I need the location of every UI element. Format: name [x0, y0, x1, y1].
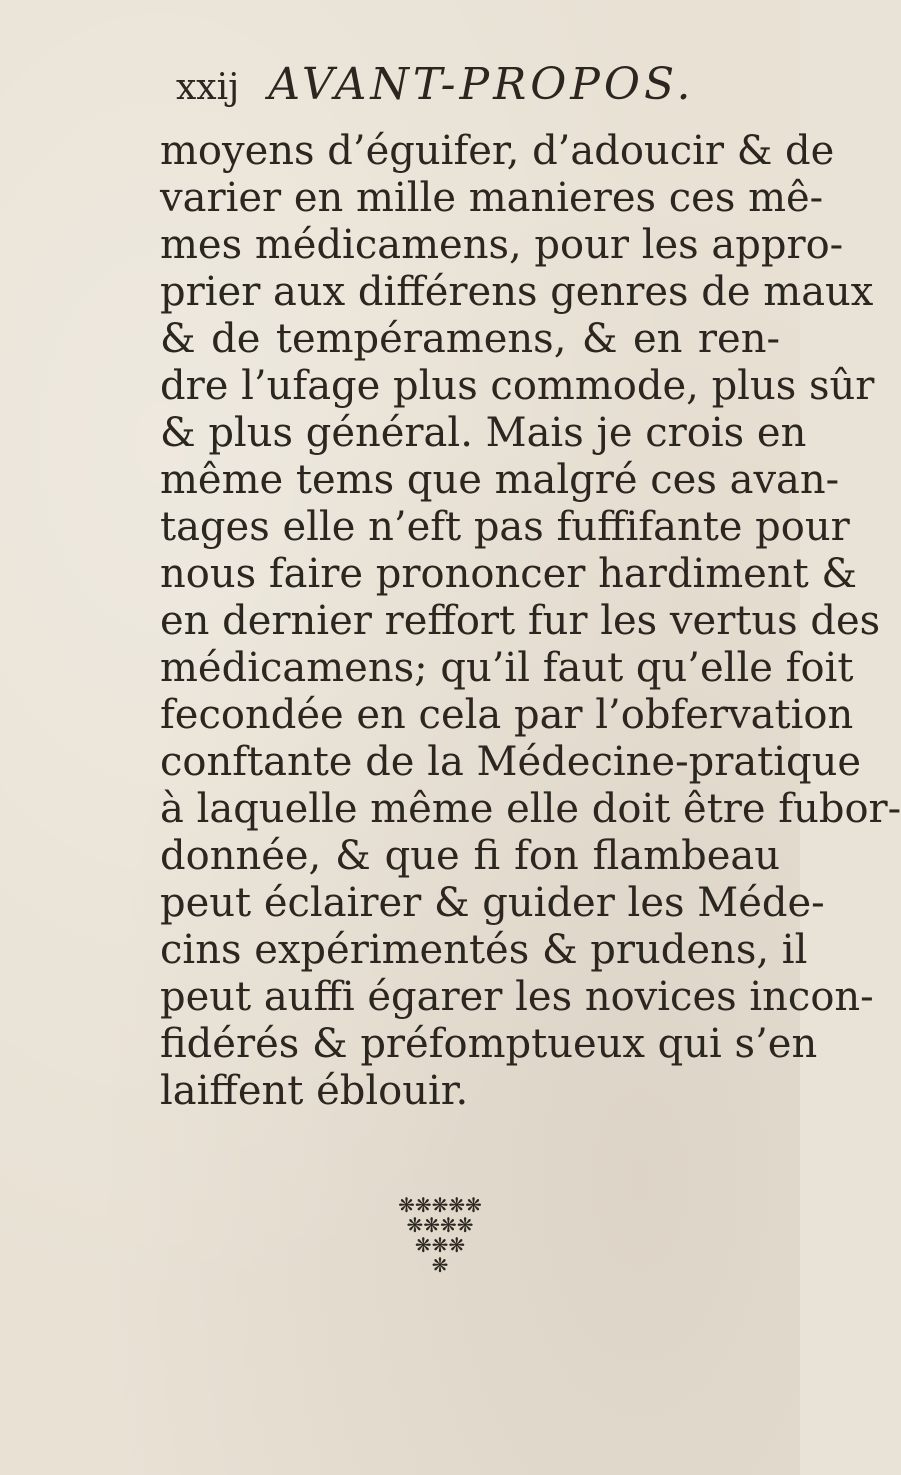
- text-line: médicamens; qu’il faut qu’elle foit: [160, 645, 854, 691]
- text-line: dre l’ufage plus commode, plus sûr: [160, 363, 875, 409]
- ornament-row: ❋❋❋: [414, 1233, 466, 1257]
- text-line: cins expérimentés & prudens, il: [160, 927, 808, 973]
- running-header: [176, 60, 695, 113]
- text-line: fecondée en cela par l’obfervation: [160, 692, 854, 738]
- ornament-row: ❋❋❋❋: [406, 1213, 474, 1237]
- text-line: nous faire prononcer hardiment &: [160, 551, 858, 597]
- text-line: peut auffi égarer les novices incon-: [160, 974, 874, 1020]
- running-title: AVANT-PROPOS.: [268, 59, 695, 110]
- text-line: à laquelle même elle doit être fubor-: [160, 786, 901, 832]
- ornament-row: ❋: [431, 1253, 449, 1277]
- text-line: varier en mille manieres ces mê-: [160, 175, 824, 221]
- text-line: & plus général. Mais je crois en: [160, 410, 807, 456]
- text-line: même tems que malgré ces avan-: [160, 457, 840, 503]
- text-line: en dernier reffort fur les vertus des: [160, 598, 881, 644]
- text-line-last: laiffent éblouir.: [160, 1068, 469, 1114]
- text-line: moyens d’éguifer, d’adoucir & de: [160, 128, 835, 174]
- text-line: donnée, & que fi fon flambeau: [160, 833, 780, 879]
- text-line: peut éclairer & guider les Méde-: [160, 880, 825, 926]
- text-line: conftante de la Médecine-pratique: [160, 739, 862, 785]
- text-line: fidérés & préfomptueux qui s’en: [160, 1021, 818, 1067]
- text-line: & de tempéramens, & en ren-: [160, 316, 780, 362]
- end-ornament: [0, 1195, 800, 1275]
- text-line: prier aux différens genres de maux: [160, 269, 874, 315]
- text-line: mes médicamens, pour les appro-: [160, 222, 844, 268]
- body-paragraph: [160, 128, 901, 1115]
- text-line: tages elle n’eft pas fuffifante pour: [160, 504, 850, 550]
- ornament-row: ❋❋❋❋❋: [398, 1193, 482, 1217]
- page-number: xxij: [176, 67, 240, 108]
